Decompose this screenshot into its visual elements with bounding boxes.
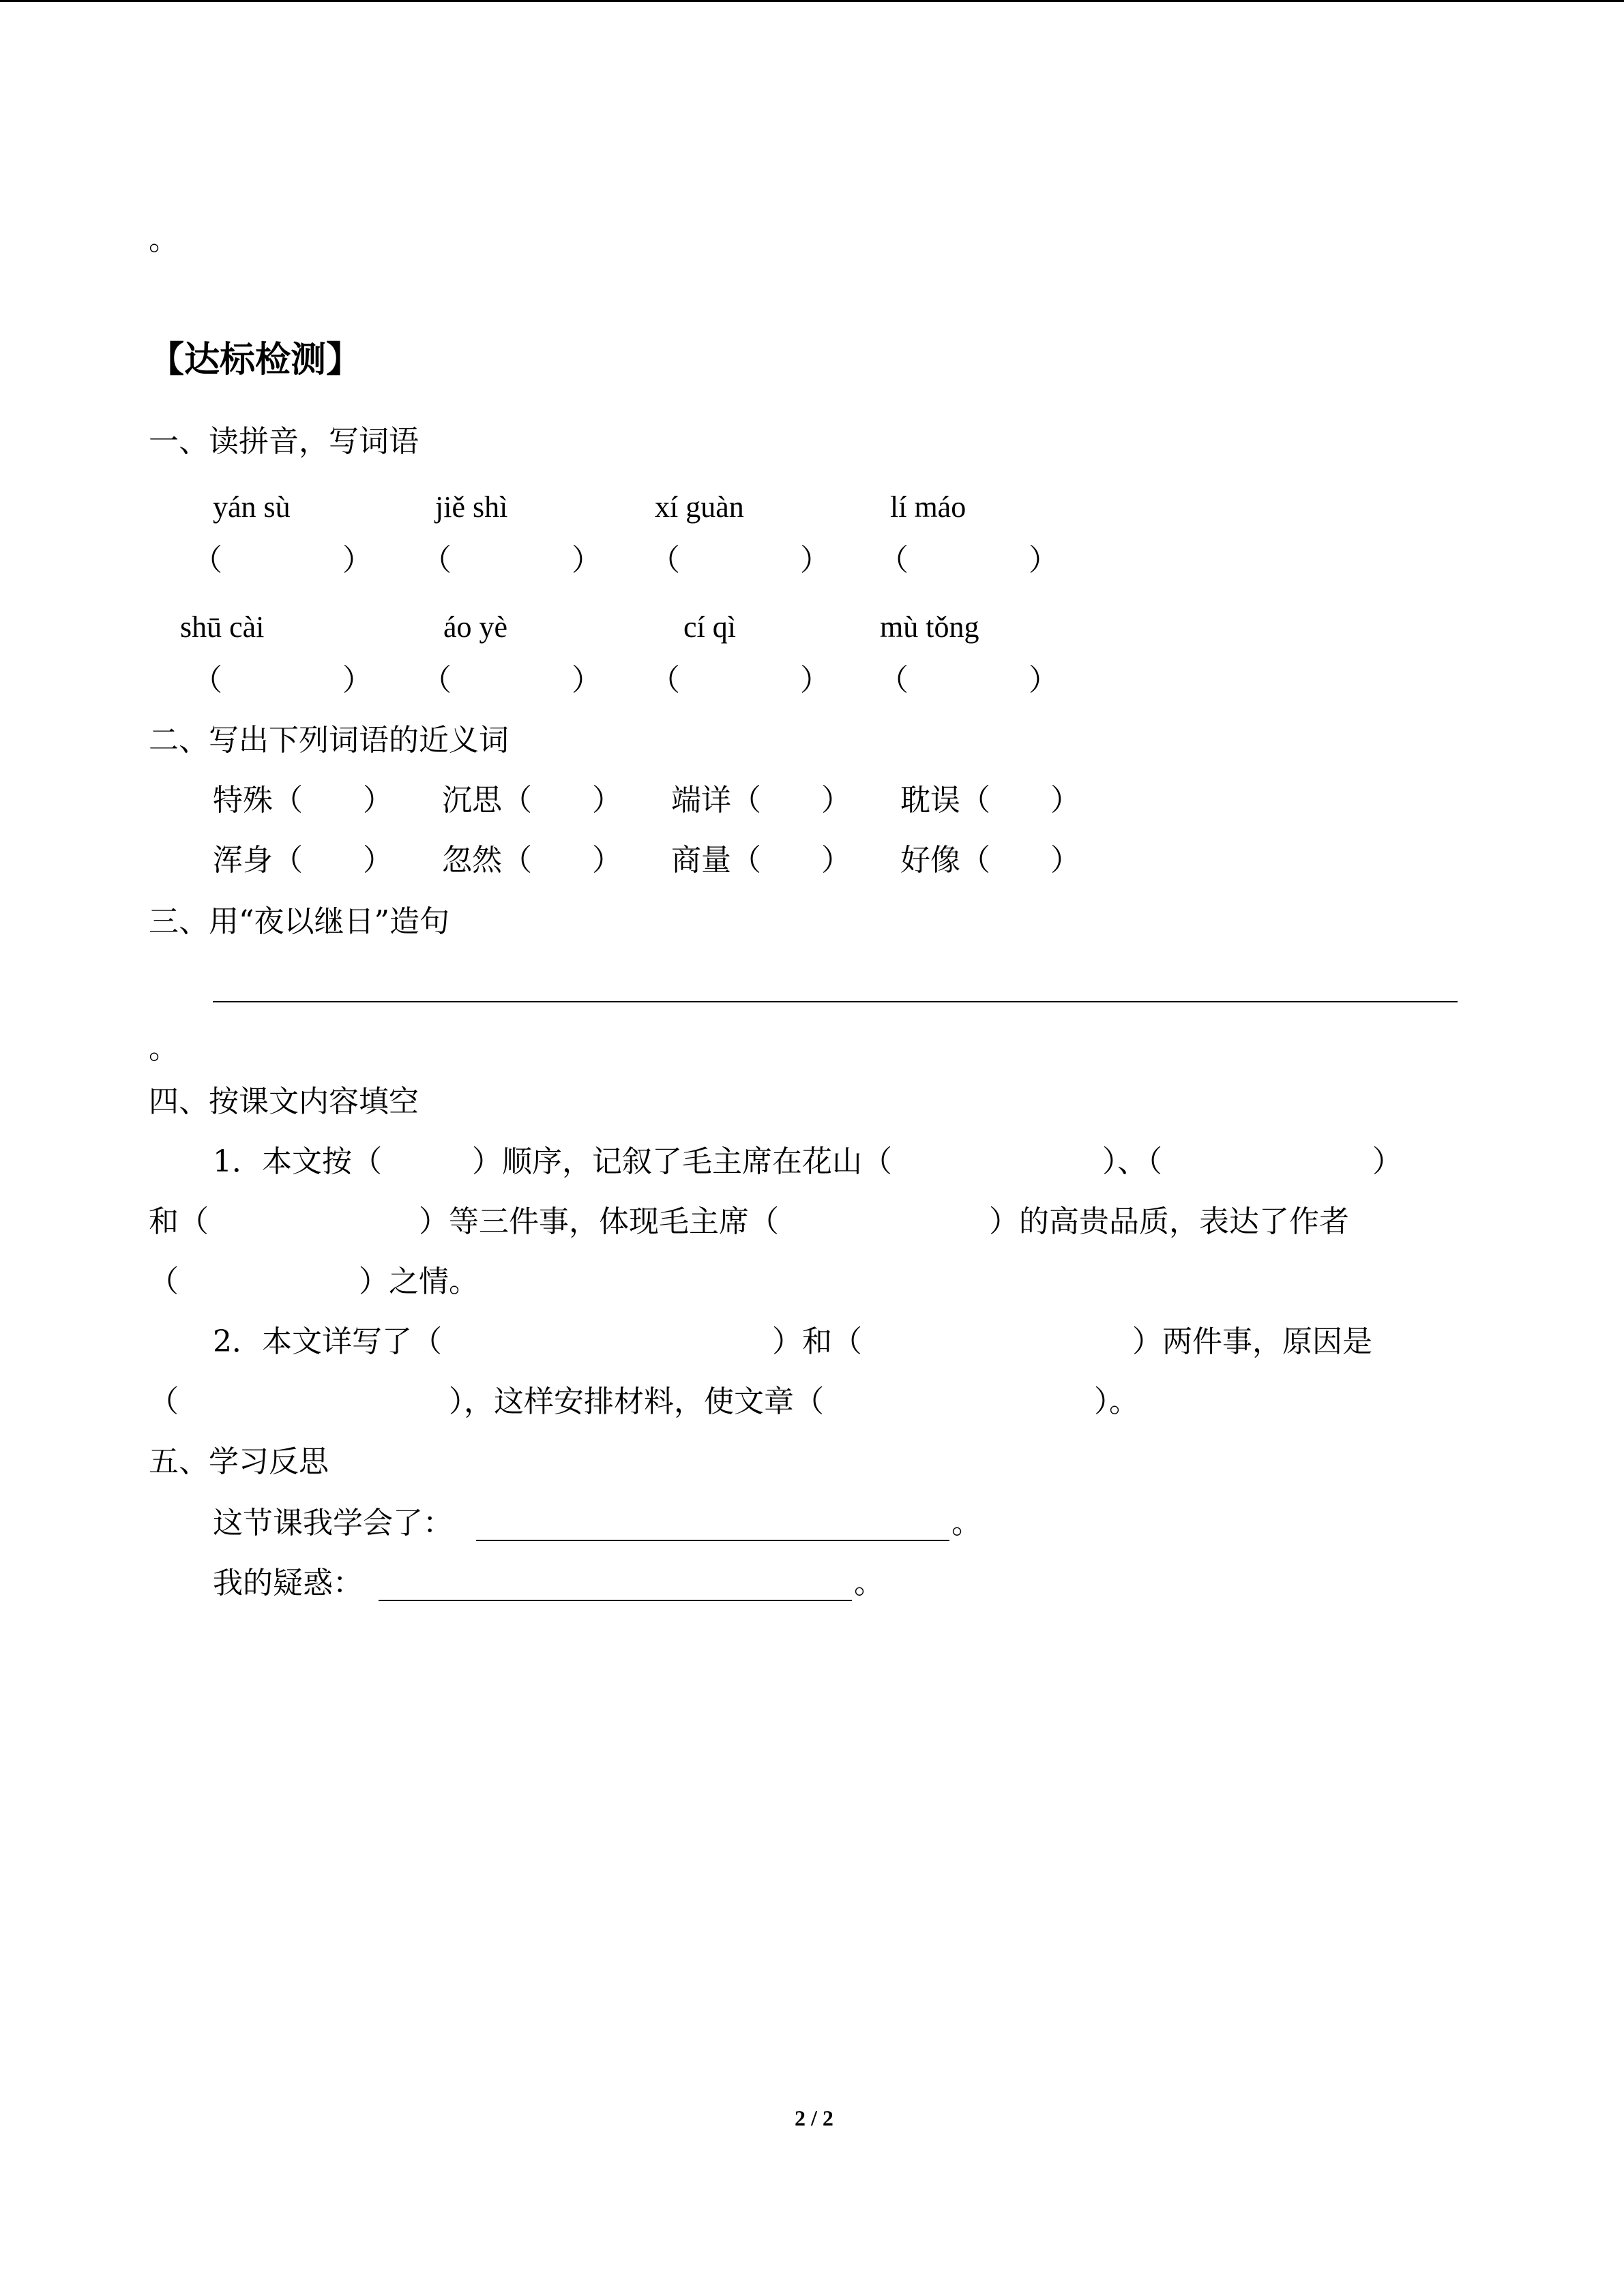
answer-blank-6[interactable]: （ ） [422, 663, 602, 698]
q1-title: 一、读拼音，写词语 [149, 424, 419, 459]
pinyin-4: lí máo [890, 490, 966, 524]
answer-blank-5[interactable]: （ ） [192, 663, 372, 698]
pinyin-3: xí guàn [655, 490, 744, 524]
learned-end-period: 。 [951, 1506, 981, 1540]
synonym-item-3[interactable]: 端详（ ） [671, 783, 851, 818]
learned-answer-line[interactable] [476, 1540, 949, 1541]
q4-line-5[interactable]: （ ），这样安排材料，使文章（ ）。 [149, 1384, 1139, 1419]
pinyin-8: mù tǒng [880, 610, 979, 644]
q2-title: 二、写出下列词语的近义词 [149, 723, 509, 758]
page-top-border [0, 0, 1624, 2]
q4-line-1[interactable]: 1．本文按（ ）顺序，记叙了毛主席在花山（ ）、（ ） [213, 1144, 1402, 1179]
synonym-item-6[interactable]: 忽然（ ） [442, 843, 622, 878]
q5-title: 五、学习反思 [149, 1444, 329, 1479]
synonym-item-1[interactable]: 特殊（ ） [213, 783, 393, 818]
q4-line-3[interactable]: （ ）之情。 [149, 1264, 479, 1299]
answer-blank-8[interactable]: （ ） [879, 663, 1059, 698]
q3-end-period: 。 [149, 1031, 179, 1066]
q4-title: 四、按课文内容填空 [149, 1084, 419, 1119]
answer-blank-7[interactable]: （ ） [650, 663, 830, 698]
sentence-answer-line[interactable] [213, 1001, 1458, 1002]
doubt-answer-line[interactable] [379, 1600, 852, 1601]
pinyin-2: jiě shì [435, 490, 508, 524]
q4-line-2[interactable]: 和（ ）等三件事，体现毛主席（ ）的高贵品质，表达了作者 [149, 1204, 1349, 1239]
synonym-item-2[interactable]: 沉思（ ） [442, 783, 622, 818]
synonym-item-5[interactable]: 浑身（ ） [213, 843, 393, 878]
pinyin-1: yán sù [213, 490, 291, 524]
answer-blank-2[interactable]: （ ） [422, 543, 602, 578]
answer-blank-4[interactable]: （ ） [879, 543, 1059, 578]
synonym-item-4[interactable]: 耽误（ ） [900, 783, 1080, 818]
doubt-label: 我的疑惑： [213, 1566, 363, 1600]
synonym-item-8[interactable]: 好像（ ） [900, 843, 1080, 878]
pinyin-6: áo yè [443, 610, 508, 644]
q4-line-4[interactable]: 2．本文详写了（ ）和（ ）两件事，原因是 [213, 1324, 1372, 1359]
q3-title: 三、用“夜以继日”造句 [149, 904, 449, 939]
learned-label: 这节课我学会了： [213, 1506, 453, 1540]
stray-period: 。 [149, 222, 179, 257]
answer-blank-1[interactable]: （ ） [192, 543, 372, 578]
pinyin-5: shū cài [180, 610, 265, 644]
section-title: 【达标检测】 [149, 339, 362, 381]
page-number: 2 / 2 [795, 2106, 833, 2130]
synonym-item-7[interactable]: 商量（ ） [671, 843, 851, 878]
pinyin-7: cí qì [683, 610, 736, 644]
doubt-end-period: 。 [854, 1566, 884, 1600]
answer-blank-3[interactable]: （ ） [650, 543, 830, 578]
